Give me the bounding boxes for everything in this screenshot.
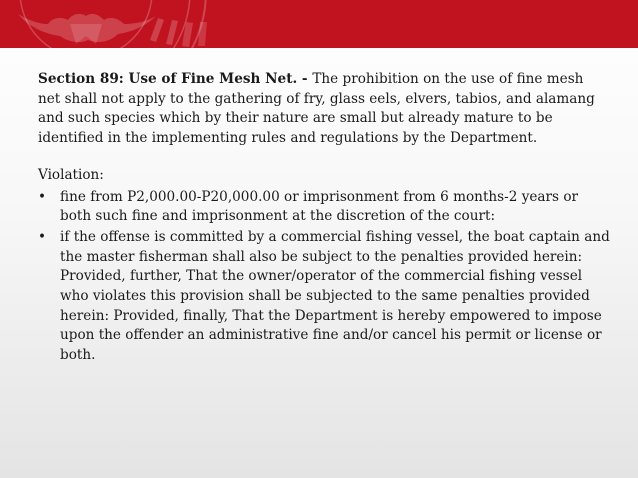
slide-body — [38, 70, 610, 367]
bullet-icon: • — [38, 228, 47, 245]
seal-emblem-icon — [0, 0, 230, 48]
list-item — [38, 228, 610, 366]
section-title: Section 89: Use of Fine Mesh Net. - — [38, 71, 313, 87]
section-paragraph — [38, 70, 610, 149]
violation-label: Violation: — [38, 166, 104, 183]
list-item — [38, 188, 610, 227]
header-banner — [0, 0, 638, 48]
list-item-text: fine from P2,000.00-P20,000.00 or imprisonment from 6 months-2 years or both such fine and imprisonment at the discretion of the court: — [60, 188, 579, 225]
section-body: The prohibition on the use of fine mesh net shall not apply to the gathering of fry, glass eels, elvers, tabios, and alamang and such species which by their nature are small but already mature to be identified in the implementing rules and regulations by the Department. — [38, 71, 595, 147]
bullet-icon: • — [38, 188, 47, 205]
violation-list — [38, 188, 610, 366]
list-item-text: if the offense is committed by a commercial fishing vessel, the boat captain and the master fisherman shall also be subject to the penalties provided herein: Provided, further, That the owner/operator of the commercial fishing vessel who violates this provision shall be subjected to the same penalties provided herein: Provided, finally, That the Department is hereby empowered to impose upon the offender an administrative fine and/or cancel his permit or license or both. — [60, 228, 610, 364]
